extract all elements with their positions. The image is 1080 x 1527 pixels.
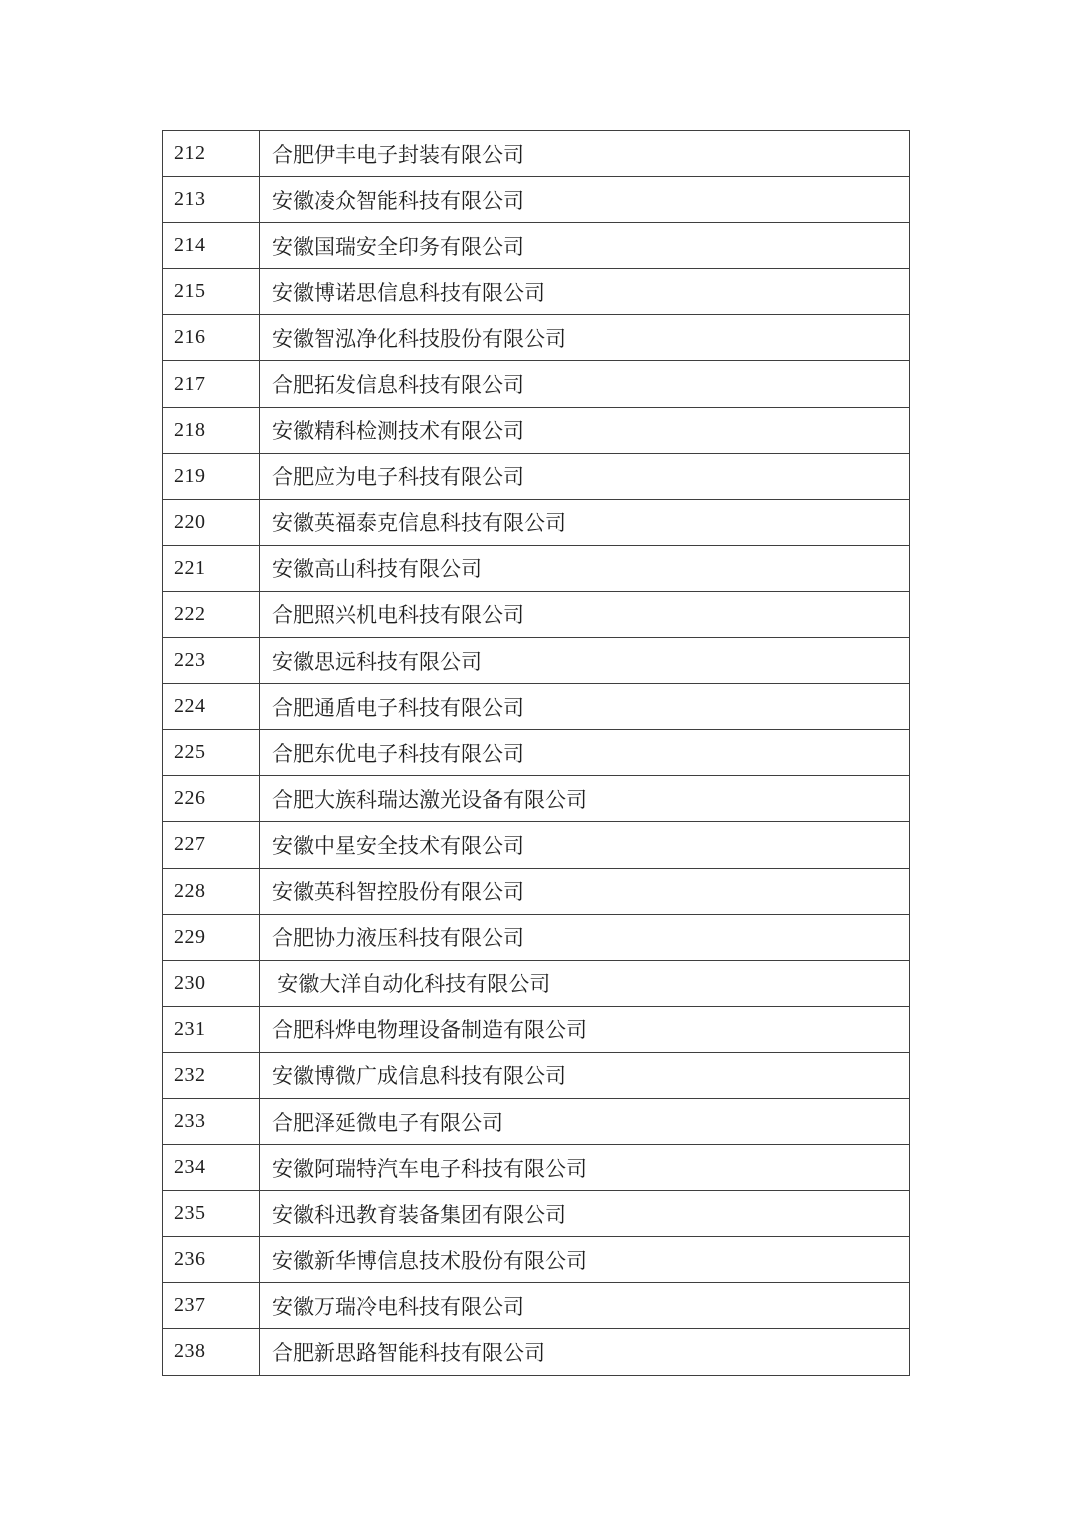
company-name-cell: 合肥伊丰电子封装有限公司 [260,131,910,177]
table-row [163,1006,910,1052]
company-table-body [163,131,910,1376]
table-row [163,1191,910,1237]
table-row [163,131,910,177]
table-row [163,1237,910,1283]
table-row [163,177,910,223]
row-number-cell: 226 [163,776,260,822]
company-name-cell: 合肥照兴机电科技有限公司 [260,591,910,637]
row-number-cell: 229 [163,914,260,960]
row-number-cell: 225 [163,730,260,776]
row-number-cell: 215 [163,269,260,315]
table-row [163,407,910,453]
company-name-cell: 合肥科烨电物理设备制造有限公司 [260,1006,910,1052]
row-number-cell: 231 [163,1006,260,1052]
table-row [163,1098,910,1144]
table-row [163,499,910,545]
table-row [163,684,910,730]
company-name-cell: 安徽精科检测技术有限公司 [260,407,910,453]
table-row [163,638,910,684]
table-row [163,269,910,315]
row-number-cell: 212 [163,131,260,177]
company-name-cell: 安徽中星安全技术有限公司 [260,822,910,868]
company-name-cell: 安徽博诺思信息科技有限公司 [260,269,910,315]
row-number-cell: 214 [163,223,260,269]
company-name-cell: 安徽智泓净化科技股份有限公司 [260,315,910,361]
table-row [163,315,910,361]
row-number-cell: 218 [163,407,260,453]
company-name-cell: 合肥新思路智能科技有限公司 [260,1329,910,1375]
table-row [163,1283,910,1329]
company-name-cell: 合肥通盾电子科技有限公司 [260,684,910,730]
row-number-cell: 237 [163,1283,260,1329]
table-row [163,453,910,499]
row-number-cell: 219 [163,453,260,499]
company-name-cell: 安徽凌众智能科技有限公司 [260,177,910,223]
table-row [163,914,910,960]
company-name-cell: 合肥东优电子科技有限公司 [260,730,910,776]
row-number-cell: 222 [163,591,260,637]
company-name-cell: 安徽科迅教育装备集团有限公司 [260,1191,910,1237]
row-number-cell: 228 [163,868,260,914]
row-number-cell: 230 [163,960,260,1006]
table-row [163,1145,910,1191]
row-number-cell: 223 [163,638,260,684]
table-row [163,868,910,914]
company-name-cell: 安徽英福泰克信息科技有限公司 [260,499,910,545]
row-number-cell: 217 [163,361,260,407]
row-number-cell: 220 [163,499,260,545]
company-name-cell: 合肥拓发信息科技有限公司 [260,361,910,407]
row-number-cell: 224 [163,684,260,730]
company-name-cell: 合肥应为电子科技有限公司 [260,453,910,499]
company-name-cell: 安徽大洋自动化科技有限公司 [260,960,910,1006]
company-name-cell: 安徽博微广成信息科技有限公司 [260,1052,910,1098]
table-row [163,223,910,269]
table-row [163,730,910,776]
row-number-cell: 213 [163,177,260,223]
company-name-cell: 安徽新华博信息技术股份有限公司 [260,1237,910,1283]
table-row [163,545,910,591]
company-name-cell: 安徽阿瑞特汽车电子科技有限公司 [260,1145,910,1191]
row-number-cell: 236 [163,1237,260,1283]
company-name-cell: 合肥大族科瑞达激光设备有限公司 [260,776,910,822]
table-row [163,776,910,822]
row-number-cell: 235 [163,1191,260,1237]
company-name-cell: 合肥协力液压科技有限公司 [260,914,910,960]
company-name-cell: 安徽思远科技有限公司 [260,638,910,684]
table-row [163,591,910,637]
row-number-cell: 232 [163,1052,260,1098]
company-name-cell: 安徽国瑞安全印务有限公司 [260,223,910,269]
row-number-cell: 221 [163,545,260,591]
company-table [162,130,910,1376]
row-number-cell: 238 [163,1329,260,1375]
table-row [163,1052,910,1098]
row-number-cell: 227 [163,822,260,868]
row-number-cell: 234 [163,1145,260,1191]
table-row [163,361,910,407]
company-name-cell: 安徽英科智控股份有限公司 [260,868,910,914]
company-name-cell: 合肥泽延微电子有限公司 [260,1098,910,1144]
table-row [163,960,910,1006]
row-number-cell: 233 [163,1098,260,1144]
table-row [163,1329,910,1375]
company-name-cell: 安徽高山科技有限公司 [260,545,910,591]
company-name-cell: 安徽万瑞冷电科技有限公司 [260,1283,910,1329]
table-row [163,822,910,868]
row-number-cell: 216 [163,315,260,361]
